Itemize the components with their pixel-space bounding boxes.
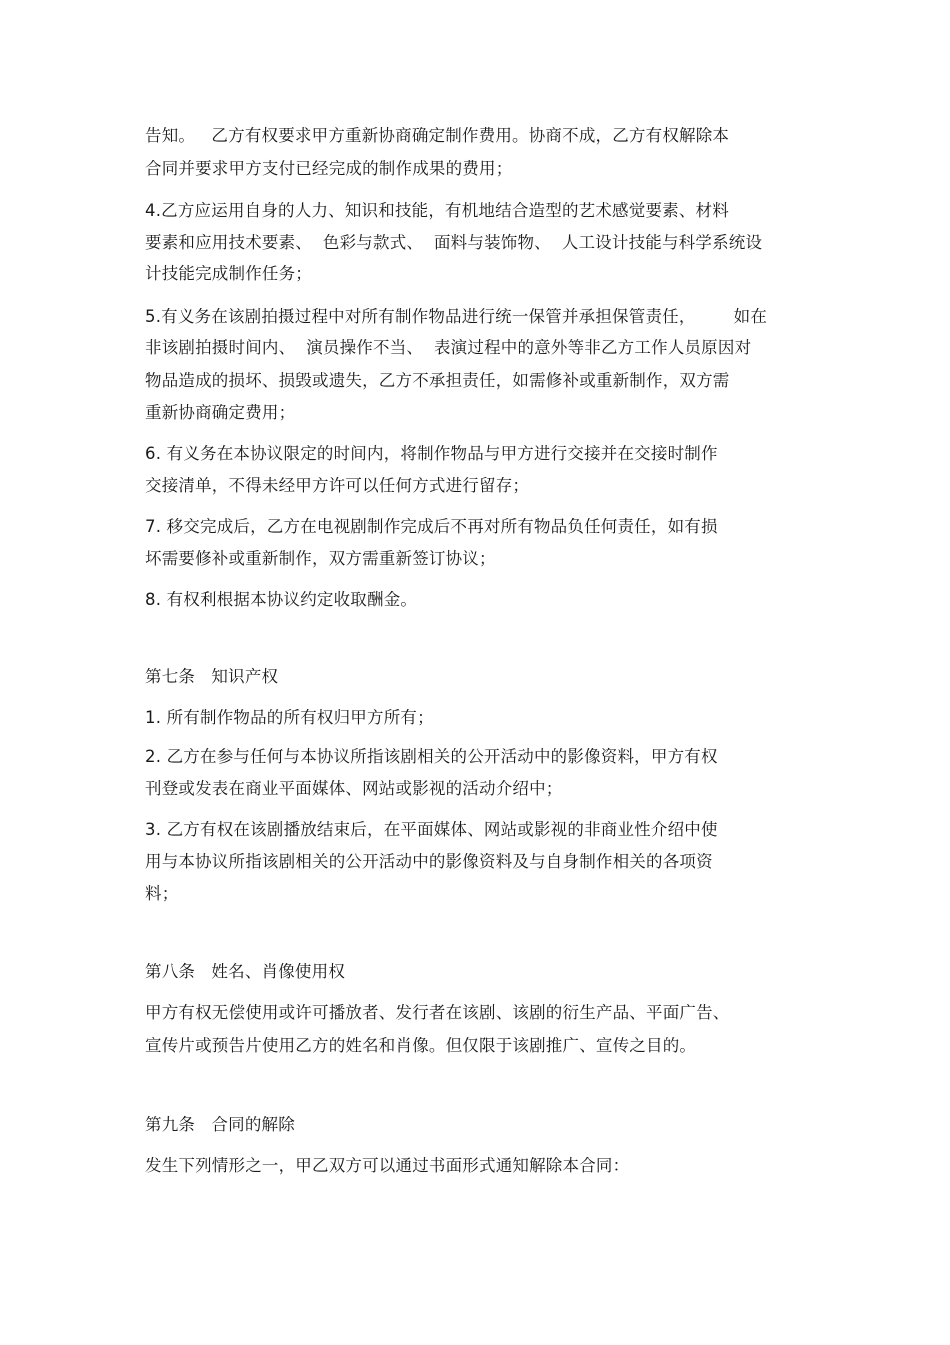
text-line: 8. 有权利根据本协议约定收取酬金。 <box>145 590 418 609</box>
section-heading: 第七条 知识产权 <box>145 667 279 686</box>
section-heading: 第九条 合同的解除 <box>145 1115 295 1134</box>
text-line: 告知。 乙方有权要求甲方重新协商确定制作费用。协商不成，乙方有权解除本 <box>145 126 730 145</box>
text-line: 非该剧拍摄时间内、 演员操作不当、 表演过程中的意外等非乙方工作人员原因对 <box>145 338 752 357</box>
text-line: 计技能完成制作任务； <box>145 264 312 283</box>
text-line: 交接清单，不得未经甲方许可以任何方式进行留存； <box>145 476 530 495</box>
text-line: 刊登或发表在商业平面媒体、网站或影视的活动介绍中； <box>145 779 563 798</box>
text-line: 1. 所有制作物品的所有权归甲方所有； <box>145 708 434 727</box>
text-line: 合同并要求甲方支付已经完成的制作成果的费用； <box>145 159 513 178</box>
text-line: 用与本协议所指该剧相关的公开活动中的影像资料及与自身制作相关的各项资 <box>145 852 713 871</box>
text-line: 发生下列情形之一，甲乙双方可以通过书面形式通知解除本合同： <box>145 1156 630 1175</box>
text-line: 2. 乙方在参与任何与本协议所指该剧相关的公开活动中的影像资料，甲方有权 <box>145 747 718 766</box>
text-line: 要素和应用技术要素、 色彩与款式、 面料与装饰物、 人工设计技能与科学系统设 <box>145 233 763 252</box>
text-line: 5.有义务在该剧拍摄过程中对所有制作物品进行统一保管并承担保管责任， 如在 <box>145 307 768 326</box>
text-line: 4.乙方应运用自身的人力、知识和技能，有机地结合造型的艺术感觉要素、材料 <box>145 201 729 220</box>
text-line: 宣传片或预告片使用乙方的姓名和肖像。但仅限于该剧推广、宣传之目的。 <box>145 1036 697 1055</box>
text-line: 坏需要修补或重新制作，双方需重新签订协议； <box>145 549 496 568</box>
text-line: 甲方有权无偿使用或许可播放者、发行者在该剧、该剧的衍生产品、平面广告、 <box>145 1003 730 1022</box>
text-line: 3. 乙方有权在该剧播放结束后，在平面媒体、网站或影视的非商业性介绍中使 <box>145 820 718 839</box>
text-line: 物品造成的损坏、损毁或遗失，乙方不承担责任，如需修补或重新制作，双方需 <box>145 371 730 390</box>
text-line: 料； <box>145 884 179 903</box>
text-line: 7. 移交完成后，乙方在电视剧制作完成后不再对所有物品负任何责任，如有损 <box>145 517 718 536</box>
text-line: 6. 有义务在本协议限定的时间内，将制作物品与甲方进行交接并在交接时制作 <box>145 444 718 463</box>
text-line: 重新协商确定费用； <box>145 403 296 422</box>
section-heading: 第八条 姓名、肖像使用权 <box>145 962 346 981</box>
